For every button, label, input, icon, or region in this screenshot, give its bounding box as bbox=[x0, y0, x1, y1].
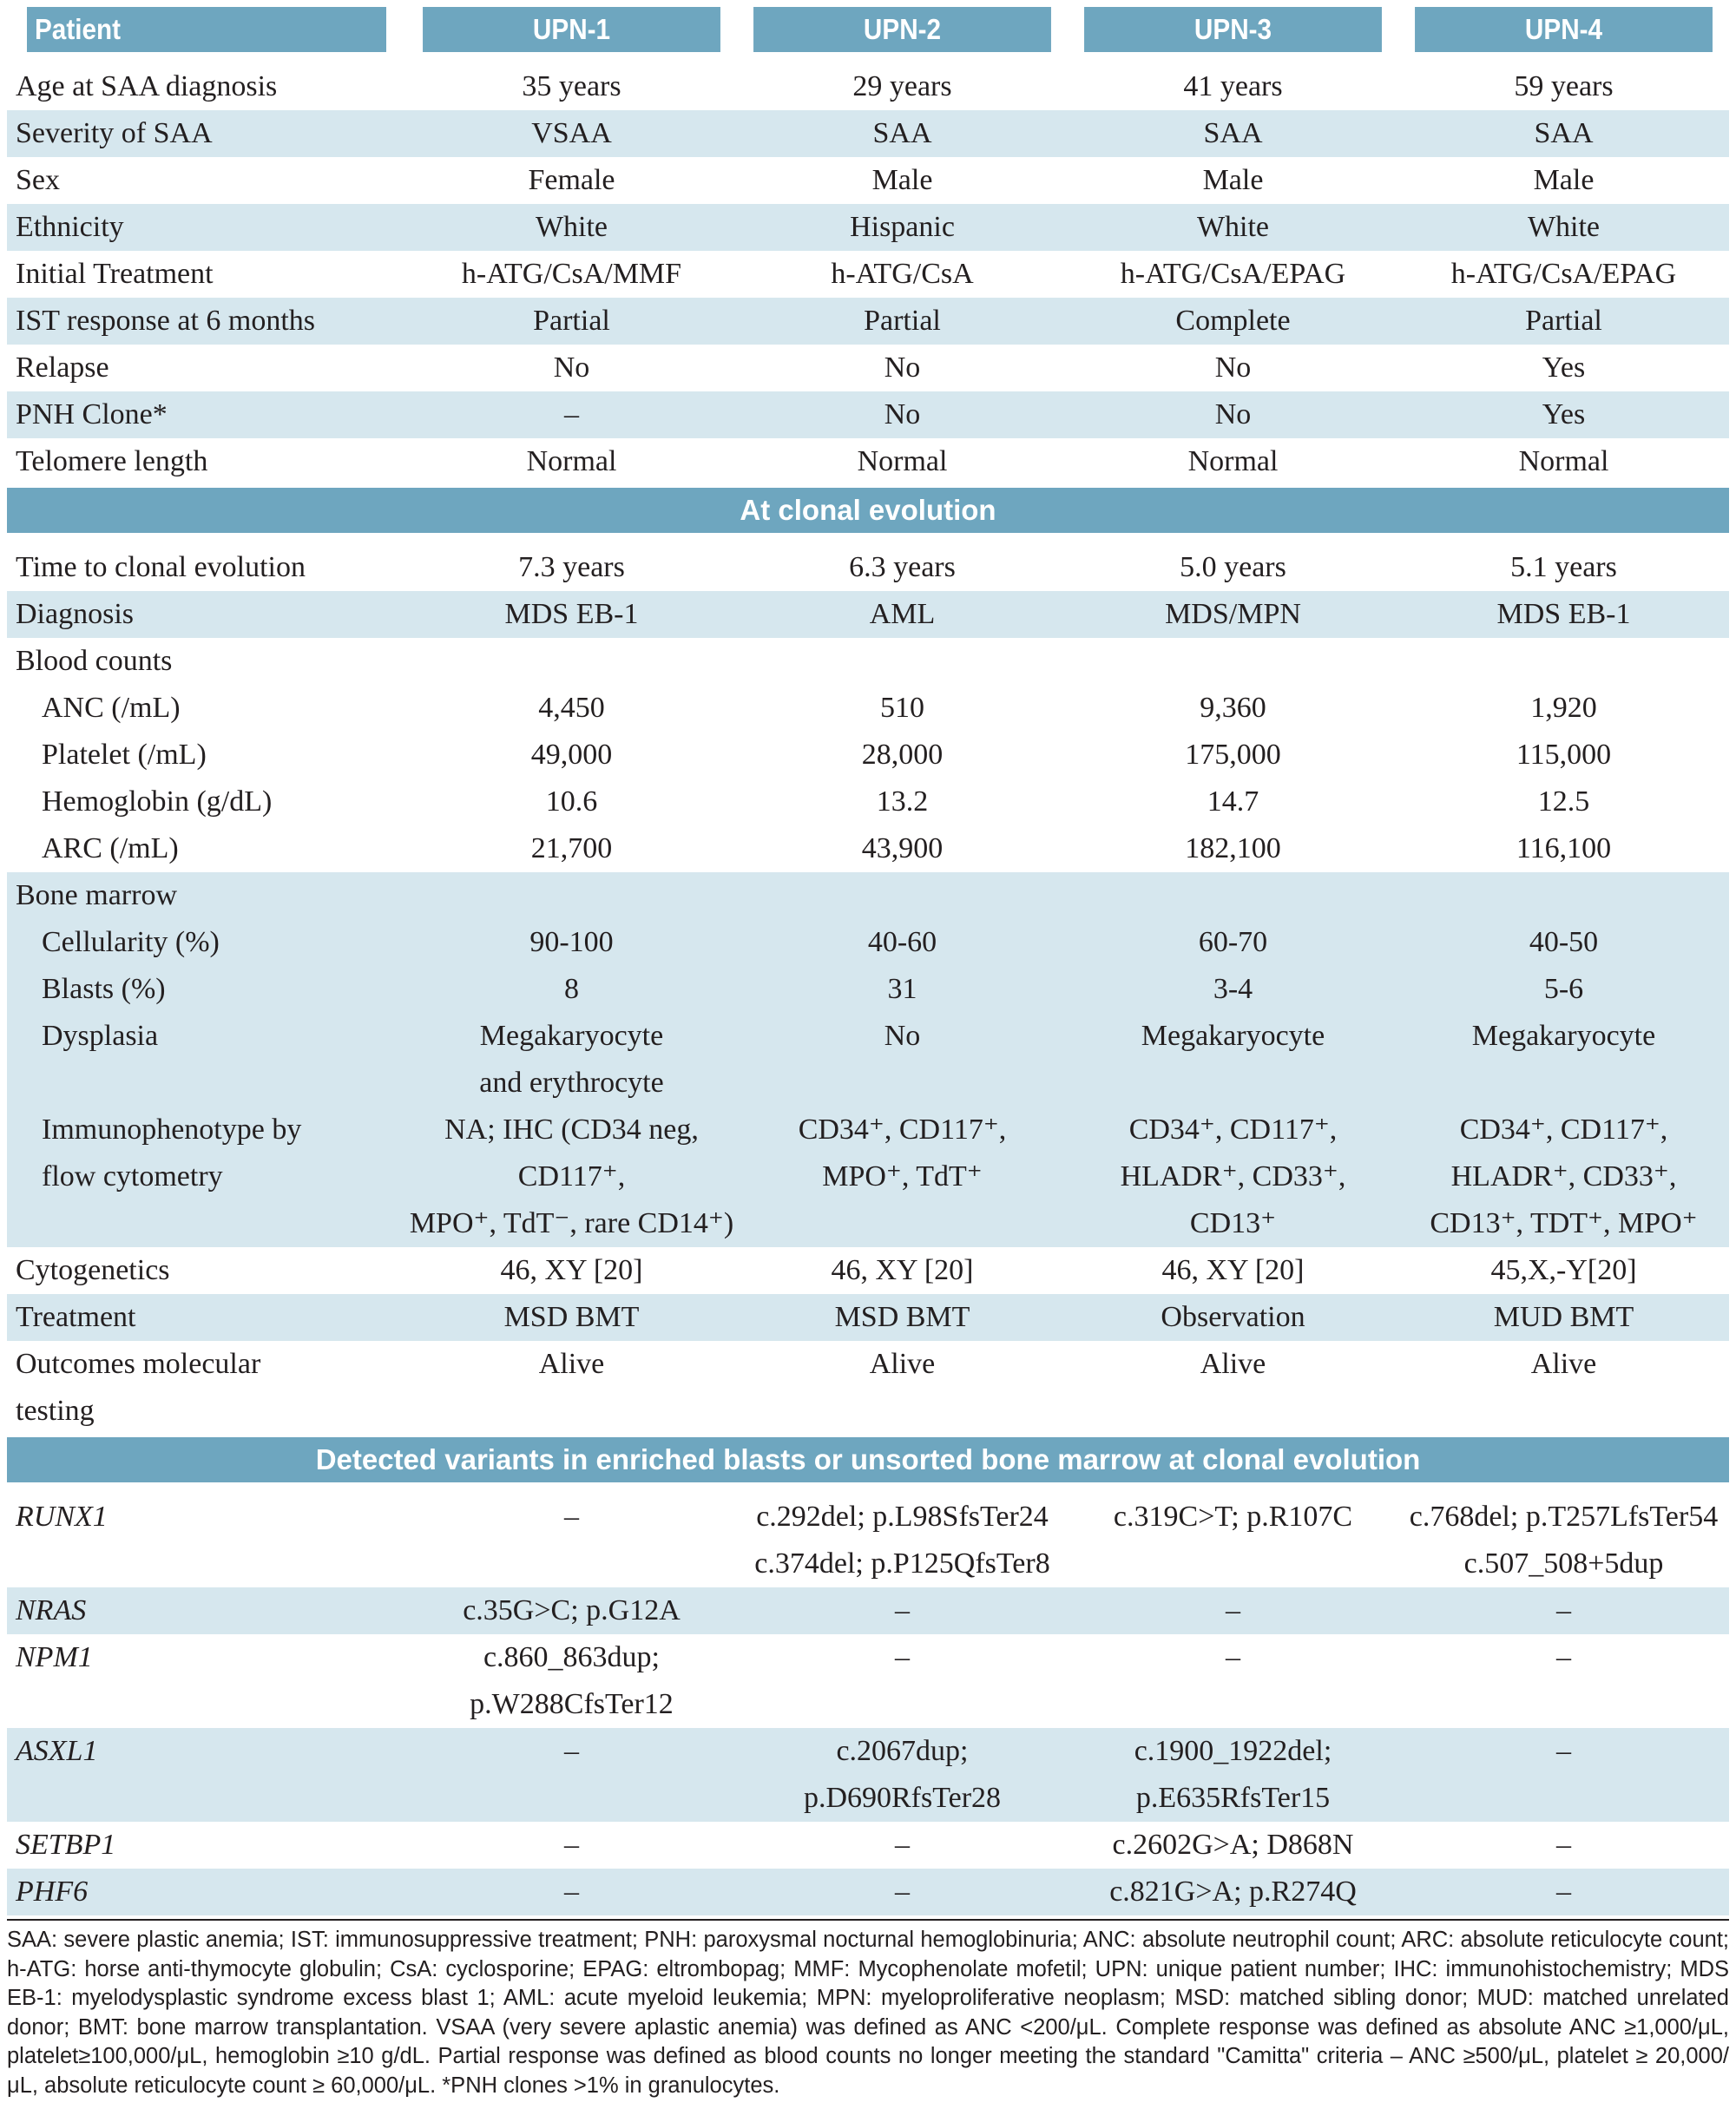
group-label-bone-marrow: Bone marrow bbox=[7, 872, 1729, 919]
table-cell: 182,100 bbox=[1185, 832, 1281, 864]
row-label: Sex bbox=[16, 164, 60, 196]
cell-line: c.374del; p.P125QfsTer8 bbox=[754, 1547, 1050, 1580]
cell-line: p.W288CfsTer12 bbox=[470, 1688, 674, 1720]
table-cell: Megakaryocyte bbox=[1068, 1013, 1398, 1107]
table-cell: 28,000 bbox=[861, 739, 944, 771]
table-header-row bbox=[7, 7, 1729, 54]
cell-line: CD13⁺ bbox=[1189, 1207, 1277, 1239]
table-cell bbox=[1068, 1107, 1398, 1247]
cell-line: c.1900_1922del; bbox=[1134, 1735, 1332, 1767]
table-cell: MSD BMT bbox=[737, 1294, 1068, 1341]
row-label: Platelet (/mL) bbox=[42, 739, 207, 771]
table-cell: 14.7 bbox=[1207, 785, 1259, 818]
cell-line: c.768del; p.T257LfsTer54 bbox=[1409, 1501, 1719, 1533]
table-cell: 6.3 years bbox=[849, 551, 956, 583]
table-cell: Female bbox=[528, 164, 615, 196]
table-cell: – bbox=[1226, 1641, 1240, 1673]
header-upn-4: UPN-4 bbox=[1415, 7, 1713, 54]
table-cell: 49,000 bbox=[530, 739, 613, 771]
table-cell bbox=[406, 1634, 737, 1728]
cell-line: – bbox=[564, 1501, 579, 1533]
header-upn-2: UPN-2 bbox=[753, 7, 1051, 54]
table-cell: MSD BMT bbox=[406, 1294, 737, 1341]
table-cell: Observation bbox=[1068, 1294, 1398, 1341]
table-cell bbox=[1398, 1107, 1729, 1247]
table-cell: 45,X,-Y[20] bbox=[1490, 1254, 1637, 1286]
label-line: flow cytometry bbox=[42, 1160, 223, 1192]
table-cell: Partial bbox=[406, 298, 737, 345]
table-cell: No bbox=[1068, 391, 1398, 438]
cell-line: c.319C>T; p.R107C bbox=[1113, 1501, 1353, 1533]
row-label: Blasts (%) bbox=[7, 966, 406, 1013]
table-cell: – bbox=[406, 1728, 737, 1822]
section-title-detected-variants: Detected variants in enriched blasts or unsorted bone marrow at clonal evolution bbox=[7, 1436, 1729, 1484]
table-cell: White bbox=[406, 204, 737, 251]
group-label-row bbox=[7, 872, 1729, 919]
table-cell: VSAA bbox=[406, 110, 737, 157]
table-cell: h-ATG/CsA/MMF bbox=[461, 258, 682, 290]
variant-row bbox=[7, 1494, 1729, 1587]
row-label: PNH Clone* bbox=[7, 391, 406, 438]
row-label: Ethnicity bbox=[7, 204, 406, 251]
table-row bbox=[7, 966, 1729, 1013]
cell-line: MPO⁺, TdT⁺ bbox=[822, 1160, 983, 1192]
table-cell: – bbox=[1398, 1587, 1729, 1634]
gene-label: NPM1 bbox=[16, 1641, 93, 1673]
header-upn-3: UPN-3 bbox=[1084, 7, 1382, 54]
patient-characteristics-table bbox=[7, 7, 1729, 1915]
table-cell: Partial bbox=[1398, 298, 1729, 345]
table-cell: 4,450 bbox=[538, 692, 605, 724]
row-label: Age at SAA diagnosis bbox=[16, 70, 278, 102]
gene-label: ASXL1 bbox=[7, 1728, 406, 1822]
table-row bbox=[7, 1013, 1729, 1107]
section-title-clonal-evolution: At clonal evolution bbox=[7, 487, 1729, 535]
table-cell: SAA bbox=[1068, 110, 1398, 157]
table-row bbox=[7, 391, 1729, 438]
row-label: Initial Treatment bbox=[16, 258, 214, 290]
cell-line: MPO⁺, TdT⁻, rare CD14⁺) bbox=[409, 1207, 734, 1239]
table-cell: – bbox=[895, 1641, 910, 1673]
table-cell: – bbox=[1068, 1587, 1398, 1634]
gene-label: PHF6 bbox=[7, 1869, 406, 1915]
row-label-immunophenotype bbox=[7, 1107, 406, 1247]
table-cell: – bbox=[737, 1587, 1068, 1634]
table-row bbox=[7, 63, 1729, 110]
cell-line: c.860_863dup; bbox=[483, 1641, 661, 1673]
table-cell: 90-100 bbox=[406, 919, 737, 966]
table-cell: – bbox=[1556, 1641, 1571, 1673]
table-row bbox=[7, 685, 1729, 732]
table-cell: 9,360 bbox=[1200, 692, 1266, 724]
table-cell: Alive bbox=[1530, 1348, 1597, 1380]
table-cell bbox=[406, 1107, 737, 1247]
table-cell: Hispanic bbox=[737, 204, 1068, 251]
row-label: Cellularity (%) bbox=[7, 919, 406, 966]
row-label: IST response at 6 months bbox=[7, 298, 406, 345]
table-row bbox=[7, 1107, 1729, 1247]
table-cell bbox=[406, 1013, 737, 1107]
table-cell: Alive bbox=[869, 1348, 936, 1380]
table-cell: SAA bbox=[1398, 110, 1729, 157]
table-cell: 12.5 bbox=[1537, 785, 1590, 818]
label-line: Immunophenotype by bbox=[42, 1114, 302, 1146]
table-cell: 5-6 bbox=[1398, 966, 1729, 1013]
table-cell: 115,000 bbox=[1516, 739, 1612, 771]
table-row bbox=[7, 919, 1729, 966]
table-cell: 8 bbox=[406, 966, 737, 1013]
table-cell: 7.3 years bbox=[518, 551, 625, 583]
table-cell: h-ATG/CsA/EPAG bbox=[1120, 258, 1346, 290]
table-row bbox=[7, 1247, 1729, 1294]
variant-row bbox=[7, 1634, 1729, 1728]
table-cell: – bbox=[737, 1869, 1068, 1915]
row-label: Time to clonal evolution bbox=[16, 551, 306, 583]
variant-row bbox=[7, 1822, 1729, 1869]
cell-line: CD34⁺, CD117⁺, bbox=[798, 1114, 1007, 1146]
cell-line: CD34⁺, CD117⁺, bbox=[1459, 1114, 1668, 1146]
row-label: Relapse bbox=[16, 352, 109, 384]
table-cell: c.35G>C; p.G12A bbox=[406, 1587, 737, 1634]
table-cell: Male bbox=[1202, 164, 1264, 196]
table-cell: – bbox=[406, 391, 737, 438]
table-cell bbox=[1068, 1494, 1398, 1587]
table-cell: No bbox=[737, 1013, 1068, 1107]
table-cell: 21,700 bbox=[530, 832, 613, 864]
table-cell: No bbox=[553, 352, 590, 384]
table-cell: 116,100 bbox=[1516, 832, 1612, 864]
table-cell: 31 bbox=[737, 966, 1068, 1013]
table-cell: Yes bbox=[1398, 391, 1729, 438]
table-row bbox=[7, 544, 1729, 591]
row-label: Dysplasia bbox=[7, 1013, 406, 1107]
group-label-blood-counts: Blood counts bbox=[16, 645, 173, 677]
table-cell: Partial bbox=[737, 298, 1068, 345]
table-cell: 46, XY [20] bbox=[831, 1254, 974, 1286]
table-cell: – bbox=[1556, 1829, 1571, 1861]
gene-label: NRAS bbox=[7, 1587, 406, 1634]
table-cell: Normal bbox=[1518, 445, 1609, 477]
row-label: Diagnosis bbox=[7, 591, 406, 638]
table-cell: – bbox=[564, 1829, 579, 1861]
table-cell: c.2602G>A; D868N bbox=[1112, 1829, 1354, 1861]
table-row bbox=[7, 779, 1729, 825]
table-cell: – bbox=[1398, 1728, 1729, 1822]
table-cell: – bbox=[895, 1829, 910, 1861]
cell-line: HLADR⁺, CD33⁺, bbox=[1450, 1160, 1677, 1192]
table-row bbox=[7, 825, 1729, 872]
table-row bbox=[7, 251, 1729, 298]
gene-label: RUNX1 bbox=[16, 1501, 108, 1533]
row-label: Treatment bbox=[7, 1294, 406, 1341]
header-upn-1: UPN-1 bbox=[423, 7, 720, 54]
table-footnote: SAA: severe plastic anemia; IST: immunosuppressive treatment; PNH: paroxysmal nocturnal hemoglobinuria; ANC: absolute neutrophil count; ARC: absolute reticulocyte count; h-ATG: horse anti-thymocyte globulin; CsA: cyclosporine; EPAG: eltrombopag; MMF: Mycophenolate mofetil; UPN: unique patient number; IHC: immunohistochemistry; MDS EB-1: myelodysplastic syndrome excess blast 1; AML: acute myeloid leukemia; MPN: myeloproliferative neoplasm; MSD: matched sibling donor; MUD: matched unrelated donor; BMT: bone marrow transplantation. VSAA (very severe aplastic anemia) was defined as ANC <200/μL. Complete response was defined as absolute ANC ≥1,000/μL, platelet≥100,000/μL, hemoglobin ≥10 g/dL. Partial response was defined as blood counts no longer meeting the standard "Camitta" criteria – ANC ≥500/μL, platelet ≥ 20,000/μL, absolute reticulocyte count ≥ 60,000/μL. *PNH clones >1% in granulocytes. bbox=[7, 1919, 1729, 2100]
table-cell: White bbox=[1068, 204, 1398, 251]
table-cell: Normal bbox=[1187, 445, 1279, 477]
section-header-row bbox=[7, 487, 1729, 535]
header-patient: Patient bbox=[27, 7, 386, 54]
table-cell: No bbox=[1214, 352, 1252, 384]
table-cell: MUD BMT bbox=[1398, 1294, 1729, 1341]
table-cell: 43,900 bbox=[861, 832, 944, 864]
table-cell: No bbox=[737, 391, 1068, 438]
label-line: testing bbox=[16, 1395, 95, 1427]
table-cell bbox=[737, 1728, 1068, 1822]
table-cell: 1,920 bbox=[1530, 692, 1597, 724]
section-header-row bbox=[7, 1436, 1729, 1484]
cell-line: p.D690RfsTer28 bbox=[803, 1782, 1002, 1814]
variant-row bbox=[7, 1587, 1729, 1634]
variant-row bbox=[7, 1728, 1729, 1822]
cell-line: c.507_508+5dup bbox=[1463, 1547, 1664, 1580]
table-cell: 40-50 bbox=[1398, 919, 1729, 966]
cell-line: c.2067dup; bbox=[836, 1735, 969, 1767]
table-row bbox=[7, 298, 1729, 345]
label-line: Outcomes molecular bbox=[16, 1348, 261, 1380]
table-cell: Normal bbox=[526, 445, 617, 477]
table-cell: – bbox=[1398, 1869, 1729, 1915]
table-cell: 41 years bbox=[1183, 70, 1283, 102]
table-cell: 60-70 bbox=[1068, 919, 1398, 966]
table-cell: Male bbox=[871, 164, 933, 196]
dysplasia-upn-1: Megakaryocyte and erythrocyte bbox=[479, 1020, 664, 1099]
table-row bbox=[7, 732, 1729, 779]
table-cell bbox=[1068, 1728, 1398, 1822]
table-row bbox=[7, 591, 1729, 638]
table-cell: 5.1 years bbox=[1510, 551, 1617, 583]
table-cell: MDS/MPN bbox=[1068, 591, 1398, 638]
cell-line: p.E635RfsTer15 bbox=[1135, 1782, 1331, 1814]
row-label: Severity of SAA bbox=[7, 110, 406, 157]
table-cell: c.821G>A; p.R274Q bbox=[1068, 1869, 1398, 1915]
table-row bbox=[7, 1294, 1729, 1341]
table-cell: No bbox=[884, 352, 921, 384]
table-cell: 46, XY [20] bbox=[1161, 1254, 1305, 1286]
table-cell: 35 years bbox=[522, 70, 621, 102]
row-label: ARC (/mL) bbox=[42, 832, 179, 864]
table-cell bbox=[1398, 1494, 1729, 1587]
cell-line: NA; IHC (CD34 neg, CD117⁺, bbox=[444, 1114, 699, 1192]
row-label: ANC (/mL) bbox=[42, 692, 181, 724]
table-cell: 5.0 years bbox=[1180, 551, 1286, 583]
table-cell: Complete bbox=[1068, 298, 1398, 345]
table-cell: Megakaryocyte bbox=[1398, 1013, 1729, 1107]
table-cell: SAA bbox=[737, 110, 1068, 157]
table-cell: MDS EB-1 bbox=[1398, 591, 1729, 638]
row-label: Telomere length bbox=[16, 445, 208, 477]
table-cell: MDS EB-1 bbox=[406, 591, 737, 638]
table-cell: White bbox=[1398, 204, 1729, 251]
table-cell: Male bbox=[1533, 164, 1595, 196]
table-cell bbox=[737, 1494, 1068, 1587]
table-row bbox=[7, 345, 1729, 391]
table-cell: 10.6 bbox=[545, 785, 598, 818]
table-cell: Alive bbox=[1200, 1348, 1266, 1380]
table-cell: 510 bbox=[880, 692, 924, 724]
row-label: Cytogenetics bbox=[16, 1254, 170, 1286]
table-row bbox=[7, 110, 1729, 157]
table-cell: Normal bbox=[857, 445, 948, 477]
table-row bbox=[7, 1341, 1729, 1436]
table-cell: 13.2 bbox=[876, 785, 929, 818]
table-cell: 59 years bbox=[1514, 70, 1614, 102]
gene-label: SETBP1 bbox=[16, 1829, 116, 1861]
cell-line: HLADR⁺, CD33⁺, bbox=[1120, 1160, 1346, 1192]
cell-line: CD34⁺, CD117⁺, bbox=[1128, 1114, 1338, 1146]
table-cell: – bbox=[406, 1869, 737, 1915]
table-cell: 40-60 bbox=[737, 919, 1068, 966]
table-row bbox=[7, 204, 1729, 251]
table-cell bbox=[737, 1107, 1068, 1247]
group-label-row bbox=[7, 638, 1729, 685]
cell-line: c.292del; p.L98SfsTer24 bbox=[756, 1501, 1049, 1533]
table-cell: 29 years bbox=[852, 70, 952, 102]
table-row bbox=[7, 157, 1729, 204]
table-row bbox=[7, 438, 1729, 487]
table-cell: h-ATG/CsA bbox=[831, 258, 974, 290]
table-cell: Yes bbox=[1542, 352, 1586, 384]
table-cell: 3-4 bbox=[1068, 966, 1398, 1013]
cell-line: CD13⁺, TDT⁺, MPO⁺ bbox=[1430, 1207, 1698, 1239]
table-cell: h-ATG/CsA/EPAG bbox=[1450, 258, 1677, 290]
variant-row bbox=[7, 1869, 1729, 1915]
clinical-table-figure bbox=[7, 7, 1729, 2100]
row-label-outcomes bbox=[7, 1341, 406, 1436]
row-label: Hemoglobin (g/dL) bbox=[42, 785, 273, 818]
table-cell: 46, XY [20] bbox=[500, 1254, 643, 1286]
table-cell: Alive bbox=[538, 1348, 605, 1380]
table-cell bbox=[406, 1494, 737, 1587]
table-cell: 175,000 bbox=[1185, 739, 1281, 771]
table-cell: AML bbox=[737, 591, 1068, 638]
